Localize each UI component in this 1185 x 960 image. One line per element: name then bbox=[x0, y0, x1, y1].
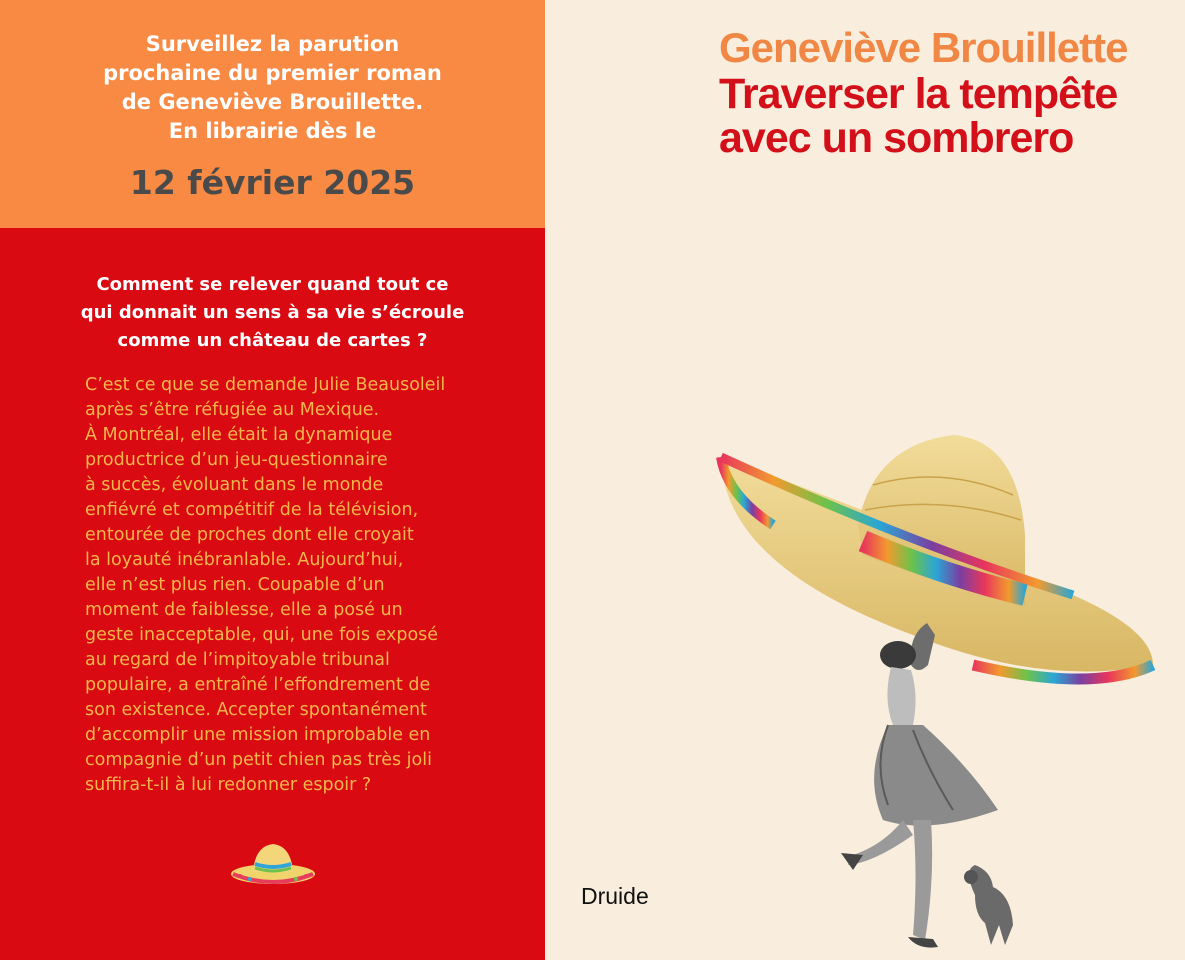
synopsis-line: elle n’est plus rien. Coupable d’un bbox=[85, 575, 385, 595]
announcement-line: Surveillez la parution bbox=[145, 32, 400, 56]
book-title bbox=[719, 72, 1117, 160]
synopsis-line: productrice d’un jeu-questionnaire bbox=[85, 450, 388, 470]
synopsis-line: suffira-t-il à lui redonner espoir ? bbox=[85, 775, 372, 795]
announcement-line: En librairie dès le bbox=[168, 119, 377, 143]
synopsis-line: moment de faiblesse, elle a posé un bbox=[85, 600, 403, 620]
synopsis-line: après s’être réfugiée au Mexique. bbox=[85, 400, 380, 420]
announcement-panel bbox=[0, 0, 545, 228]
synopsis-line: geste inacceptable, qui, une fois exposé bbox=[85, 625, 439, 645]
book-title-line: avec un sombrero bbox=[719, 114, 1074, 162]
synopsis-line: entourée de proches dont elle croyait bbox=[85, 525, 414, 545]
release-date: 12 février 2025 bbox=[129, 163, 416, 202]
synopsis-line: son existence. Accepter spontanément bbox=[85, 700, 427, 720]
synopsis-line: au regard de l’impitoyable tribunal bbox=[85, 650, 390, 670]
announcement-line: prochaine du premier roman bbox=[103, 61, 442, 85]
synopsis-line: à succès, évoluant dans le monde bbox=[85, 475, 384, 495]
author-name: Geneviève Brouillette bbox=[719, 24, 1128, 71]
synopsis bbox=[85, 373, 525, 798]
front-cover bbox=[545, 0, 1185, 960]
synopsis-line: d’accomplir une mission improbable en bbox=[85, 725, 431, 745]
book-title-line: Traverser la tempête bbox=[719, 70, 1118, 118]
publisher-logo: Druide bbox=[581, 883, 649, 909]
teaser-question bbox=[0, 271, 545, 355]
back-cover-panel bbox=[0, 228, 545, 960]
synopsis-line: À Montréal, elle était la dynamique bbox=[85, 425, 393, 445]
announcement-line: de Geneviève Brouillette. bbox=[121, 90, 424, 114]
synopsis-line: populaire, a entraîné l’effondrement de bbox=[85, 675, 431, 695]
synopsis-line: C’est ce que se demande Julie Beausoleil bbox=[85, 375, 446, 395]
sombrero-icon bbox=[228, 838, 318, 888]
question-line: qui donnait un sens à sa vie s’écroule bbox=[80, 302, 465, 323]
announcement-text bbox=[0, 30, 545, 146]
synopsis-line: compagnie d’un petit chien pas très joli bbox=[85, 750, 432, 770]
synopsis-line: la loyauté inébranlable. Aujourd’hui, bbox=[85, 550, 404, 570]
woman-with-sombrero-illustration bbox=[713, 425, 1158, 960]
synopsis-line: enfiévré et compétitif de la télévision, bbox=[85, 500, 419, 520]
question-line: comme un château de cartes ? bbox=[117, 330, 428, 351]
question-line: Comment se relever quand tout ce bbox=[96, 274, 449, 295]
